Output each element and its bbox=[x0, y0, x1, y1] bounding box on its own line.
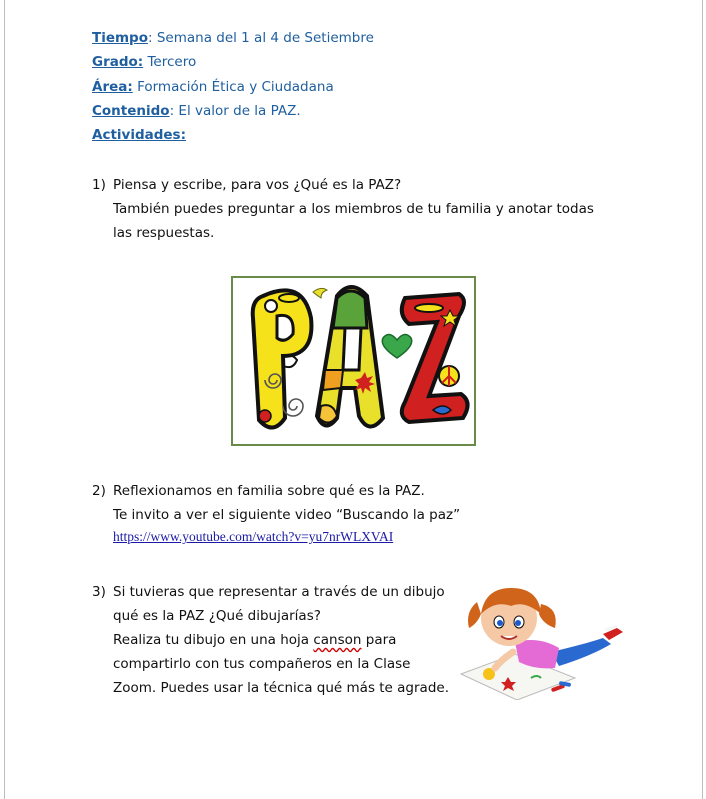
activity3-line2: qué es la PAZ ¿Qué dibujarías? bbox=[113, 608, 321, 624]
spellcheck-word-canson: canson bbox=[313, 632, 362, 648]
activity1-line2: También puedes preguntar a los miembros de tu familia y anotar todas bbox=[113, 201, 594, 217]
activity3-line3-part3: para bbox=[361, 632, 397, 648]
activity2-number: 2) bbox=[92, 483, 106, 499]
contenido-value: : El valor de la PAZ. bbox=[169, 103, 301, 119]
grado-value: Tercero bbox=[143, 54, 197, 70]
girl-drawing-image bbox=[455, 582, 627, 700]
header-tiempo bbox=[92, 30, 374, 46]
tiempo-label: Tiempo bbox=[92, 30, 148, 46]
grado-label: Grado: bbox=[92, 54, 144, 70]
girl-drawing-illustration bbox=[455, 582, 627, 700]
activity1-line3: las respuestas. bbox=[113, 225, 215, 241]
activity3-line3-part1: Realiza tu dibujo en una hoja bbox=[113, 632, 314, 648]
contenido-label: Contenido bbox=[92, 103, 170, 119]
area-value: Formación Ética y Ciudadana bbox=[132, 79, 334, 95]
header-grado bbox=[92, 54, 196, 70]
paz-image bbox=[231, 276, 476, 446]
activity2-line2: Te invito a ver el siguiente video “Buscando la paz” bbox=[113, 507, 461, 523]
activity2-line1: Reflexionamos en familia sobre qué es la PAZ. bbox=[113, 483, 425, 499]
activity1-line1: Piensa y escribe, para vos ¿Qué es la PAZ? bbox=[113, 177, 402, 193]
header-area bbox=[92, 79, 334, 95]
youtube-video-link[interactable]: https://www.youtube.com/watch?v=yu7nrWLXVAI bbox=[113, 529, 394, 544]
actividades-label: Actividades: bbox=[92, 127, 186, 143]
activity3-line3 bbox=[113, 632, 396, 648]
activity3-line1: Si tuvieras que representar a través de un dibujo bbox=[113, 584, 445, 600]
activity3-number: 3) bbox=[92, 584, 106, 600]
tiempo-value: : Semana del 1 al 4 de Setiembre bbox=[148, 30, 374, 46]
paz-illustration bbox=[233, 278, 474, 444]
header-contenido bbox=[92, 103, 301, 119]
area-label: Área: bbox=[92, 79, 133, 95]
header-actividades bbox=[92, 127, 186, 143]
activity3-line5: Zoom. Puedes usar la técnica qué más te agrade. bbox=[113, 680, 449, 696]
activity1-number: 1) bbox=[92, 177, 106, 193]
activity3-line4: compartirlo con tus compañeros en la Clase bbox=[113, 656, 411, 672]
